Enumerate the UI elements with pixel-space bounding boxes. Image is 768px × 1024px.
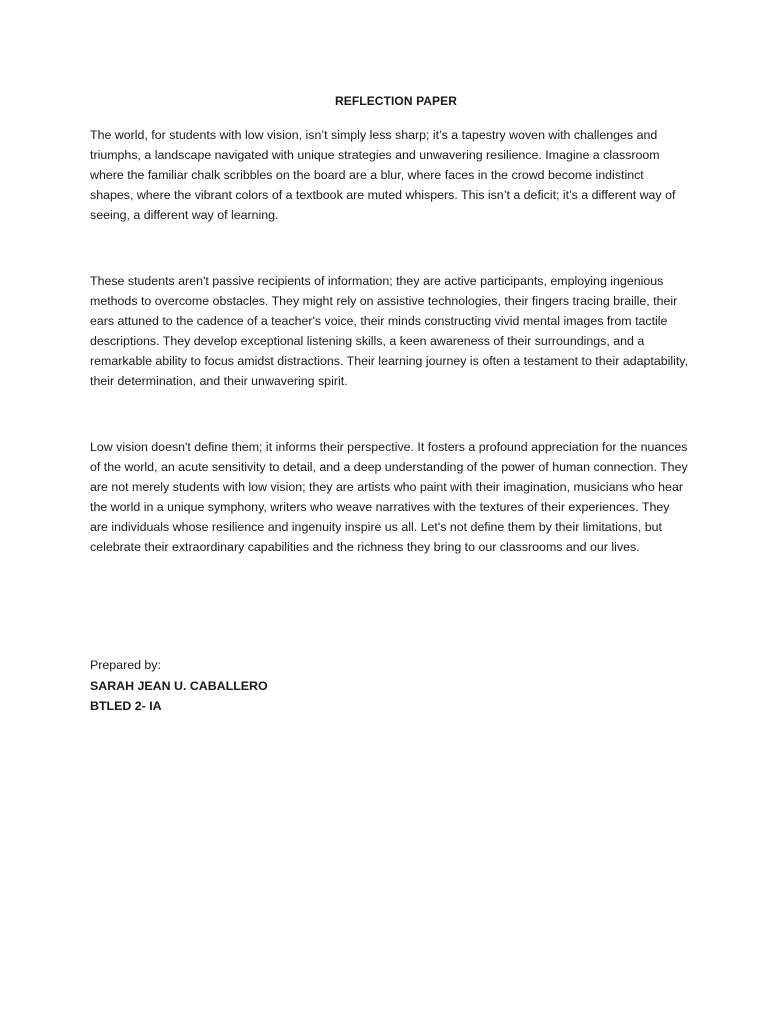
document-title: REFLECTION PAPER: [334, 94, 458, 108]
paragraph-3: Low vision doesn't define them; it informs their perspective. It fosters a profound appreciation for the nuances of the world, an acute sensitivity to detail, and a deep understanding of the power of human connection. They are not merely students with low vision; they are artists who paint with their imagination, musicians who hear the world in a unique symphony, writers who weave narratives with the textures of their experiences. They are individuals whose resilience and ingenuity inspire us all. Let's not define them by their limitations, but celebrate their extraordinary capabilities and the richness they bring to our classrooms and our lives.: [90, 440, 688, 554]
author-name: SARAH JEAN U. CABALLERO: [90, 678, 268, 693]
paragraph-1: The world, for students with low vision, isn’t simply less sharp; it’s a tapestry woven with challenges and triumphs, a landscape navigated with unique strategies and unwavering resilience. Imagine a classroom where the familiar chalk scribbles on the board are a blur, where faces in the crowd become indistinct shapes, where the vibrant colors of a textbook are muted whispers. This isn’t a deficit; it’s a different way of seeing, a different way of learning.: [90, 128, 676, 222]
signature-block: [90, 655, 268, 717]
author-section: BTLED 2- IA: [90, 699, 162, 713]
prepared-by-label: Prepared by:: [90, 658, 161, 672]
paragraph-2: These students aren't passive recipients of information; they are active participants, employing ingenious methods to overcome obstacles. They might rely on assistive technologies, their fingers tracing braille, their ears attuned to the cadence of a teacher's voice, their minds constructing vivid mental images from tactile descriptions. They develop exceptional listening skills, a keen awareness of their surroundings, and a remarkable ability to focus amidst distractions. Their learning journey is often a testament to their adaptability, their determination, and their unwavering spirit.: [90, 274, 689, 388]
